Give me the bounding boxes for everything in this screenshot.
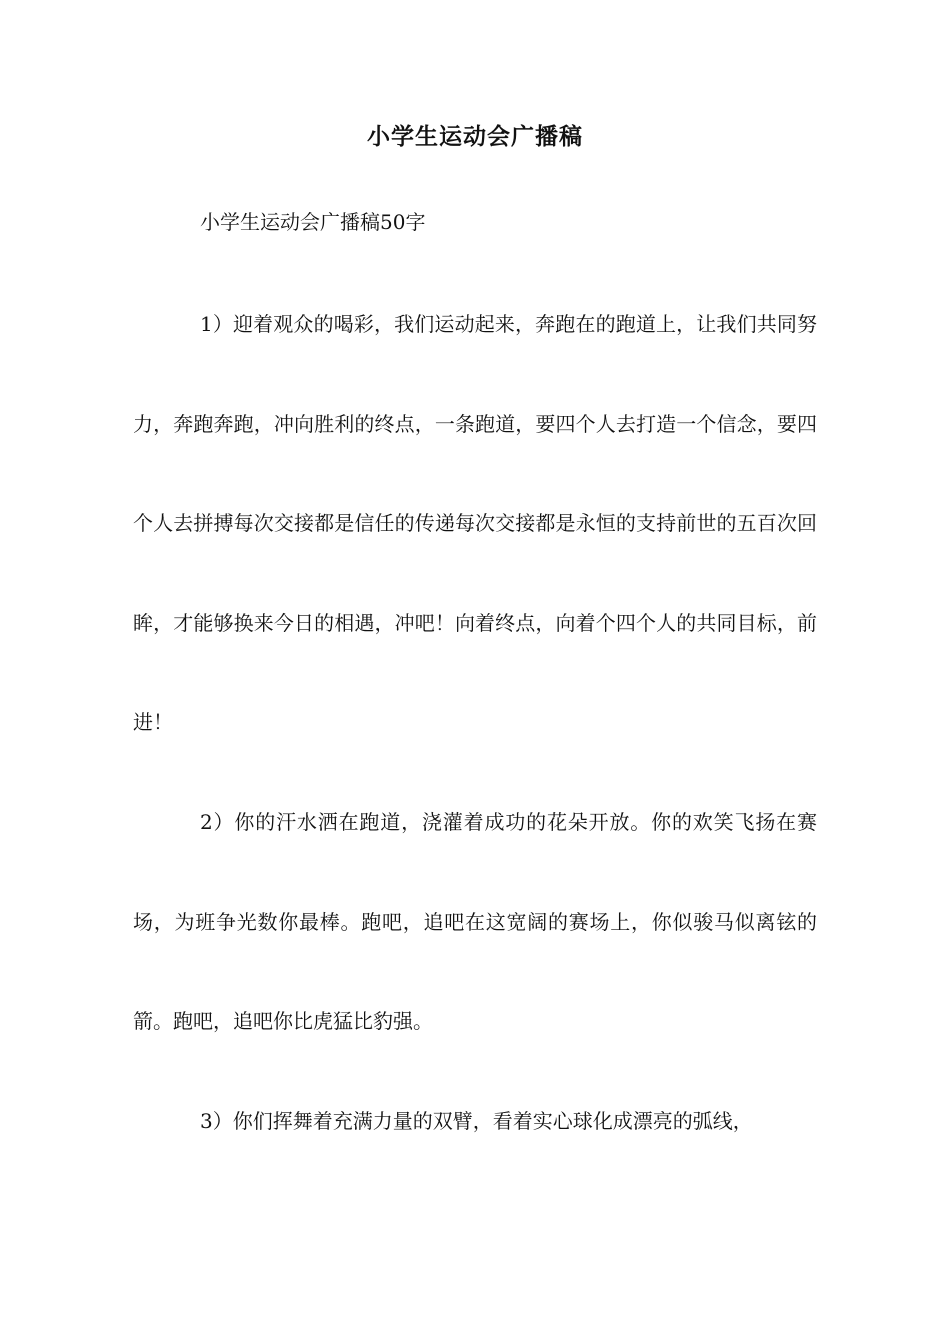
document-title: 小学生运动会广播稿 — [367, 124, 583, 150]
paragraph-2: 2）你的汗水洒在跑道，浇灌着成功的花朵开放。你的欢笑飞扬在赛场，为班争光数你最棒。跑吧，追吧在这宽阔的赛场上，你似骏马似离铉的箭。跑吧，追吧你比虎猛比豹强。 — [133, 810, 817, 1033]
document-subtitle: 小学生运动会广播稿50字 — [200, 210, 426, 234]
paragraph-1: 1）迎着观众的喝彩，我们运动起来，奔跑在的跑道上，让我们共同努力，奔跑奔跑，冲向胜利的终点，一条跑道，要四个人去打造一个信念，要四个人去拼搏每次交接都是信任的传递每次交接都是永恒的支持前世的五百次回眸，才能够换来今日的相遇，冲吧！向着终点，向着个四个人的共同目标，前进！ — [133, 312, 817, 734]
paragraph-3: 3）你们挥舞着充满力量的双臂，看着实心球化成漂亮的弧线， — [200, 1109, 753, 1133]
